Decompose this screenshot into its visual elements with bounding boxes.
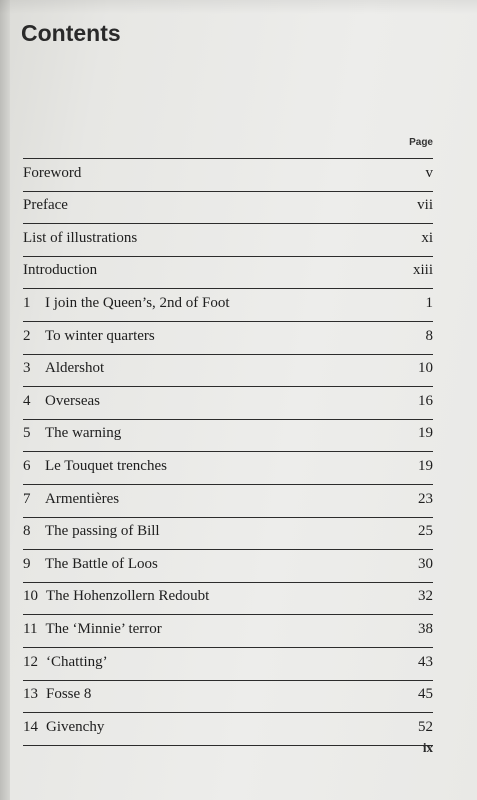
- chapter-number: 13: [23, 686, 38, 703]
- chapter-number: 6: [23, 458, 31, 474]
- chapter-title: The Battle of Loos: [45, 555, 158, 572]
- header-rule: [23, 158, 433, 159]
- toc-rule: [23, 191, 433, 192]
- chapter-title: Introduction: [23, 262, 98, 279]
- page-number: 38: [418, 621, 433, 637]
- toc-entry: [23, 393, 433, 415]
- chapter-title: Overseas: [45, 392, 100, 409]
- page-number: 25: [418, 523, 433, 540]
- page-number: 19: [418, 425, 433, 442]
- toc-rule: [23, 484, 433, 485]
- chapter-number: 11: [23, 621, 38, 637]
- toc-entry-label: [23, 491, 119, 508]
- toc-rule: [23, 223, 433, 224]
- toc-entry-label: [23, 262, 97, 279]
- toc-entry-label: [23, 295, 230, 312]
- toc-entry: [23, 556, 433, 578]
- toc-entry-label: [23, 328, 155, 345]
- toc-rule: [23, 745, 433, 746]
- toc-entry-label: [23, 588, 209, 605]
- chapter-title: The Hohenzollern Redoubt: [46, 588, 210, 605]
- chapter-number: 5: [23, 425, 31, 442]
- toc-entry: [23, 686, 433, 708]
- page-number: 45: [418, 686, 433, 703]
- chapter-title: List of illustrations: [23, 229, 138, 246]
- chapter-title: The ‘Minnie’ terror: [45, 621, 162, 637]
- toc-rule: [23, 517, 433, 518]
- toc-entry-label: [23, 230, 137, 247]
- toc-entry-label: [23, 654, 108, 671]
- toc-rule: [23, 582, 433, 583]
- chapter-title: The warning: [45, 425, 122, 442]
- chapter-number: 7: [23, 490, 31, 507]
- toc-entry: [23, 719, 433, 741]
- chapter-title: Foreword: [23, 164, 82, 181]
- toc-entry: [23, 588, 433, 610]
- chapter-title: Aldershot: [45, 360, 105, 377]
- chapter-number: 9: [23, 555, 31, 572]
- chapter-number: 12: [23, 653, 38, 670]
- chapter-title: Le Touquet trenches: [45, 458, 167, 474]
- toc-entry: [23, 328, 433, 350]
- chapter-number: 10: [23, 588, 38, 605]
- toc-entry-label: [23, 360, 104, 377]
- chapter-title: Armentières: [45, 490, 120, 507]
- chapter-number: 2: [23, 327, 31, 344]
- toc-rule: [23, 256, 433, 257]
- toc-rule: [23, 614, 433, 615]
- page-title: Contents: [21, 20, 121, 46]
- page-number: 10: [418, 360, 433, 377]
- toc-entry: [23, 491, 433, 513]
- toc-rule: [23, 647, 433, 648]
- toc-entry-label: [23, 165, 81, 182]
- toc-entry-label: [23, 686, 91, 703]
- toc-rule: [23, 321, 433, 322]
- toc-entry-label: [23, 719, 104, 736]
- chapter-title: I join the Queen’s, 2nd of Foot: [45, 295, 230, 311]
- toc-entry-label: [23, 458, 167, 475]
- chapter-title: Givenchy: [46, 718, 105, 735]
- toc-entry: [23, 654, 433, 676]
- toc-rule: [23, 419, 433, 420]
- toc-rule: [23, 549, 433, 550]
- chapter-title: Fosse 8: [46, 686, 92, 703]
- chapter-title: Preface: [23, 197, 68, 214]
- chapter-number: 14: [23, 718, 38, 735]
- page-number: 32: [418, 588, 433, 605]
- chapter-title: To winter quarters: [45, 327, 155, 344]
- chapter-number: 3: [23, 360, 31, 377]
- chapter-number: 4: [23, 392, 31, 409]
- chapter-title: ‘Chatting’: [46, 653, 108, 670]
- page-number: 16: [418, 392, 433, 409]
- page-number: 8: [425, 327, 433, 344]
- toc-entry: [23, 295, 433, 317]
- page-number: xi: [421, 229, 433, 246]
- page-number: 30: [418, 555, 433, 572]
- toc-rule: [23, 288, 433, 289]
- page-folio: ix: [422, 740, 433, 755]
- toc-entry: [23, 197, 433, 219]
- toc-rule: [23, 680, 433, 681]
- page-column-label: Page: [409, 137, 433, 148]
- page-top-shadow: [0, 0, 477, 14]
- toc-entry: [23, 262, 433, 284]
- toc-entry-label: [23, 621, 162, 638]
- toc-rule: [23, 386, 433, 387]
- page-number: vii: [417, 197, 433, 214]
- page-number: 52: [418, 718, 433, 735]
- page-number: v: [425, 164, 433, 181]
- toc-entry-label: [23, 197, 68, 214]
- toc-entry-label: [23, 393, 100, 410]
- page-number: 23: [418, 490, 433, 507]
- toc-entry: [23, 458, 433, 480]
- toc-rule: [23, 354, 433, 355]
- toc-entry: [23, 230, 433, 252]
- toc-rule: [23, 712, 433, 713]
- toc-rule: [23, 451, 433, 452]
- toc-entry: [23, 360, 433, 382]
- chapter-title: The passing of Bill: [45, 523, 160, 540]
- page-number: xiii: [412, 262, 433, 279]
- toc-entry-label: [23, 523, 160, 540]
- toc-entry: [23, 425, 433, 447]
- page-number: 1: [425, 295, 433, 311]
- page-number: 43: [418, 653, 433, 670]
- toc-entry: [23, 165, 433, 187]
- toc-entry-label: [23, 425, 121, 442]
- chapter-number: 8: [23, 523, 31, 540]
- toc-entry: [23, 523, 433, 545]
- toc-entry: [23, 621, 433, 643]
- page-number: 19: [418, 458, 433, 474]
- chapter-number: 1: [23, 295, 31, 311]
- toc-entry-label: [23, 556, 158, 573]
- book-gutter-shadow: [0, 0, 10, 800]
